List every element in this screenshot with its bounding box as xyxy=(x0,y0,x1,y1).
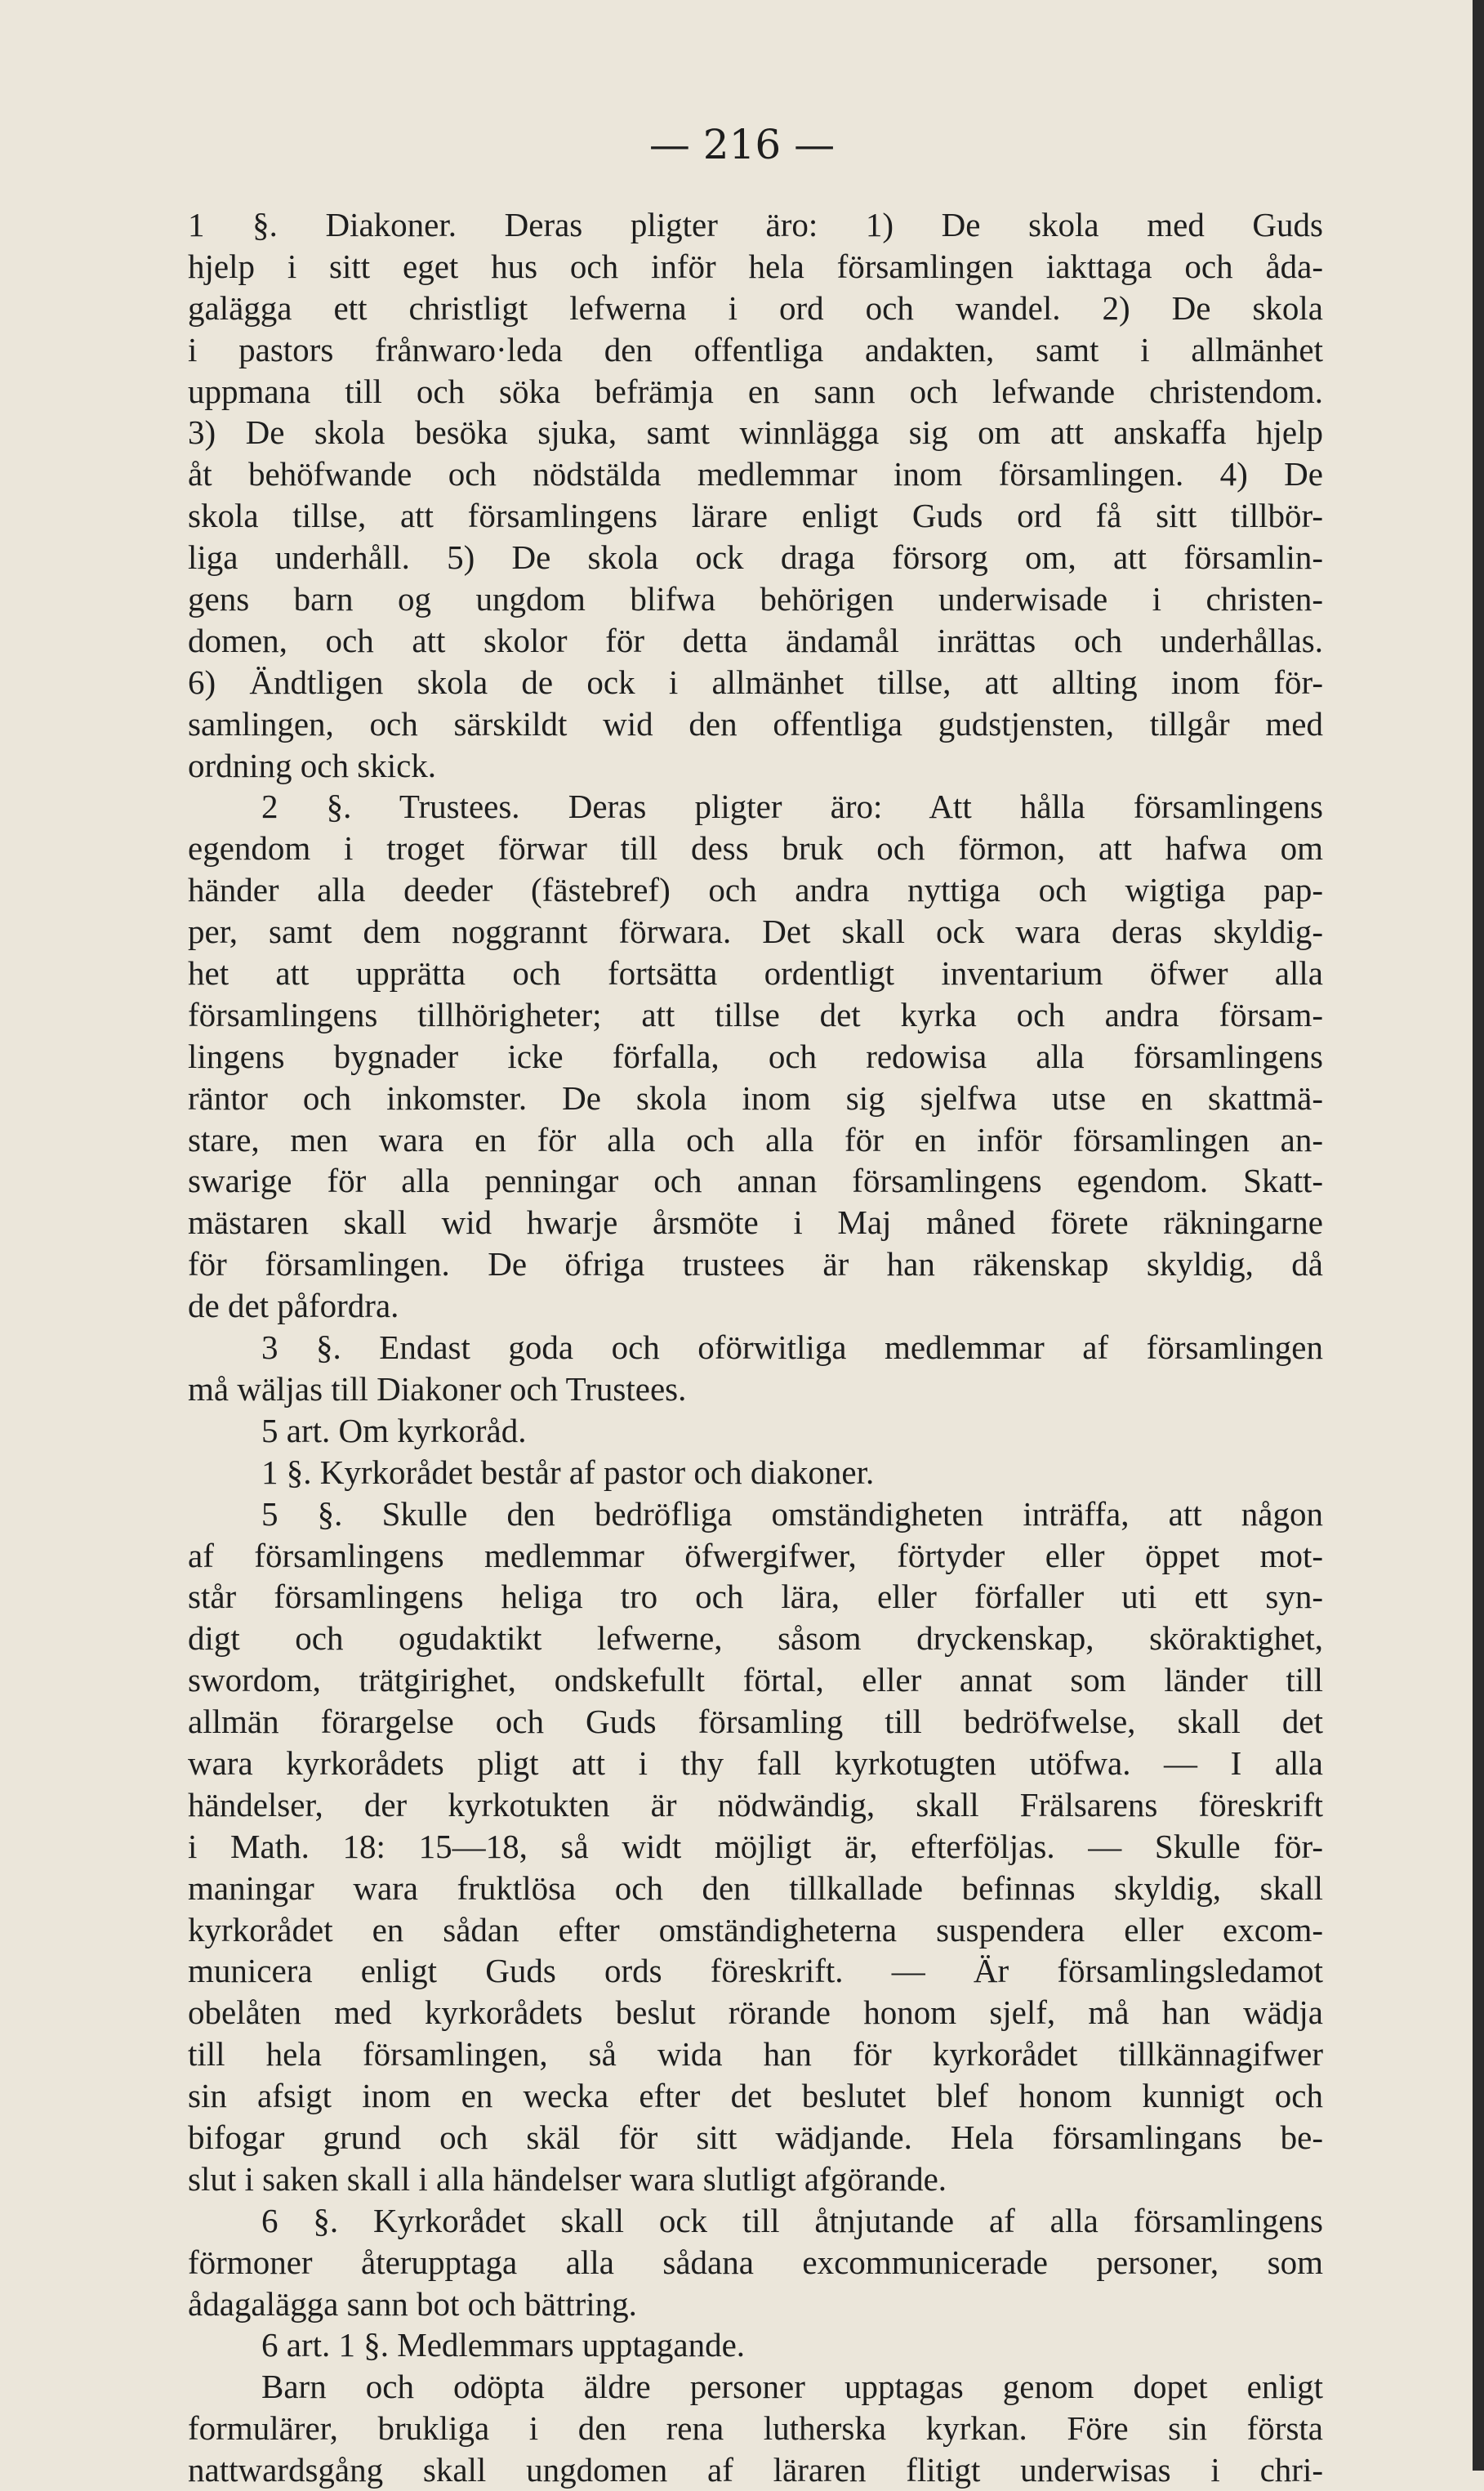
text-line: het att upprätta och fortsätta ordentligt inventarium öfwer alla xyxy=(188,954,1323,993)
text-line: i Math. 18: 15—18, så widt möjligt är, efterföljas. — Skulle för- xyxy=(188,1827,1323,1865)
text-line: 1 §. Diakoner. Deras pligter äro: 1) De skola med Guds xyxy=(188,206,1323,243)
text-line: förmoner återupptaga alla sådana excommunicerade personer, som xyxy=(188,2243,1323,2281)
text-line: liga underhåll. 5) De skola ock draga försorg om, att församlin- xyxy=(188,538,1323,577)
text-line: galägga ett christligt lefwerna i ord och wandel. 2) De skola xyxy=(188,288,1323,327)
section-heading: 5 art. Om kyrkoråd. xyxy=(261,1411,527,1449)
text-line: skola tillse, att församlingens lärare enligt Guds ord få sitt tillbör- xyxy=(188,497,1323,535)
text-line: maningar wara fruktlösa och den tillkallade befinnas skyldig, skall xyxy=(188,1868,1323,1907)
text-line: egendom i troget förwar till dess bruk och förmon, att hafwa om xyxy=(188,829,1323,868)
text-line: 5 §. Skulle den bedröfliga omständigheten inträffa, att någon xyxy=(261,1494,1323,1533)
text-line: per, samt dem noggrannt förwara. Det skall ock wara deras skyldig- xyxy=(188,913,1323,951)
text-line: wara kyrkorådets pligt att i thy fall kyrkotugten utöfwa. — I alla xyxy=(188,1743,1323,1782)
text-line: formulärer, brukliga i den rena lutherska kyrkan. Före sin första xyxy=(188,2409,1323,2448)
page-number: — 216 — xyxy=(648,121,836,168)
text-line: swordom, trätgirighet, ondskefullt förtal, eller annat som länder till xyxy=(188,1661,1323,1699)
text-line: Barn och odöpta äldre personer upptagas genom dopet enligt xyxy=(261,2368,1323,2406)
text-line: räntor och inkomster. De skola inom sig sjelfwa utse en skattmä- xyxy=(188,1078,1323,1117)
text-line: hjelp i sitt eget hus och inför hela församlingen iakttaga och åda- xyxy=(188,247,1323,285)
text-line: gens barn og ungdom blifwa behörigen underwisade i christen- xyxy=(188,580,1323,618)
text-line: församlingens tillhörigheter; att tillse det kyrka och andra försam- xyxy=(188,995,1323,1033)
text-line: 3) De skola besöka sjuka, samt winnlägga sig om att anskaffa hjelp xyxy=(188,413,1323,452)
text-line: till hela församlingen, så wida han för kyrkorådet tillkännagifwer xyxy=(188,2035,1323,2074)
text-line: 2 §. Trustees. Deras pligter äro: Att hålla församlingens xyxy=(261,788,1323,826)
text-line: händer alla deeder (fästebref) och andra nyttiga och wigtiga pap- xyxy=(188,871,1323,909)
text-line: digt och ogudaktikt lefwerne, såsom dryckenskap, sköraktighet, xyxy=(188,1619,1323,1658)
text-line: de det påfordra. xyxy=(188,1287,399,1325)
text-line: för församlingen. De öfriga trustees är han räkenskap skyldig, då xyxy=(188,1245,1323,1283)
text-line: 3 §. Endast goda och oförwitliga medlemmar af församlingen xyxy=(261,1328,1323,1367)
text-line: uppmana till och söka befrämja en sann och lefwande christendom. xyxy=(188,372,1323,410)
text-line: nattwardsgång skall ungdomen af läraren flitigt underwisas i chri- xyxy=(188,2451,1323,2489)
text-line: municera enligt Guds ords föreskrift. — Är församlingsledamot xyxy=(188,1952,1323,1990)
text-line: händelser, der kyrkotukten är nödwändig, skall Frälsarens föreskrift xyxy=(188,1785,1323,1824)
text-line: sin afsigt inom en wecka efter det beslutet blef honom kunnigt och xyxy=(188,2077,1323,2115)
text-line: bifogar grund och skäl för sitt wädjande. Hela församlingans be- xyxy=(188,2118,1323,2156)
text-line: swarige för alla penningar och annan församlingens egendom. Skatt- xyxy=(188,1162,1323,1200)
section-heading: 6 art. 1 §. Medlemmars upptagande. xyxy=(261,2326,746,2364)
page-edge-shadow xyxy=(1473,0,1484,2471)
text-line: 1 §. Kyrkorådet består af pastor och diakoner. xyxy=(261,1453,875,1491)
text-line: af församlingens medlemmar öfwergifwer, förtyder eller öppet mot- xyxy=(188,1536,1323,1574)
text-line: allmän förargelse och Guds församling till bedröfwelse, skall det xyxy=(188,1703,1323,1741)
text-line: obelåten med kyrkorådets beslut rörande honom sjelf, må han wädja xyxy=(188,1993,1323,2032)
text-line: ordning och skick. xyxy=(188,746,437,784)
text-line: 6) Ändtligen skola de ock i allmänhet tillse, att allting inom för- xyxy=(188,663,1323,701)
text-line: ådagalägga sann bot och bättring. xyxy=(188,2284,637,2323)
text-line: stare, men wara en för alla och alla för en inför församlingen an- xyxy=(188,1120,1323,1158)
text-line: lingens bygnader icke förfalla, och redowisa alla församlingens xyxy=(188,1037,1323,1075)
text-body xyxy=(188,204,1323,2491)
text-line: 6 §. Kyrkorådet skall ock till åtnjutande af alla församlingens xyxy=(261,2201,1323,2239)
text-line: står församlingens heliga tro och lära, eller förfaller uti ett syn- xyxy=(188,1578,1323,1616)
text-line: i pastors frånwaro·leda den offentliga andakten, samt i allmänhet xyxy=(188,330,1323,368)
text-line: domen, och att skolor för detta ändamål inrättas och underhållas. xyxy=(188,621,1323,659)
text-line: må wäljas till Diakoner och Trustees. xyxy=(188,1369,687,1408)
text-line: åt behöfwande och nödstälda medlemmar inom församlingen. 4) De xyxy=(188,455,1323,493)
text-line: mästaren skall wid hwarje årsmöte i Maj måned förete räkningarne xyxy=(188,1203,1323,1242)
text-line: samlingen, och särskildt wid den offentliga gudstjensten, tillgår med xyxy=(188,704,1323,743)
text-line: kyrkorådet en sådan efter omständigheterna suspendera eller excom- xyxy=(188,1910,1323,1949)
text-line: slut i saken skall i alla händelser wara slutligt afgörande. xyxy=(188,2159,947,2198)
